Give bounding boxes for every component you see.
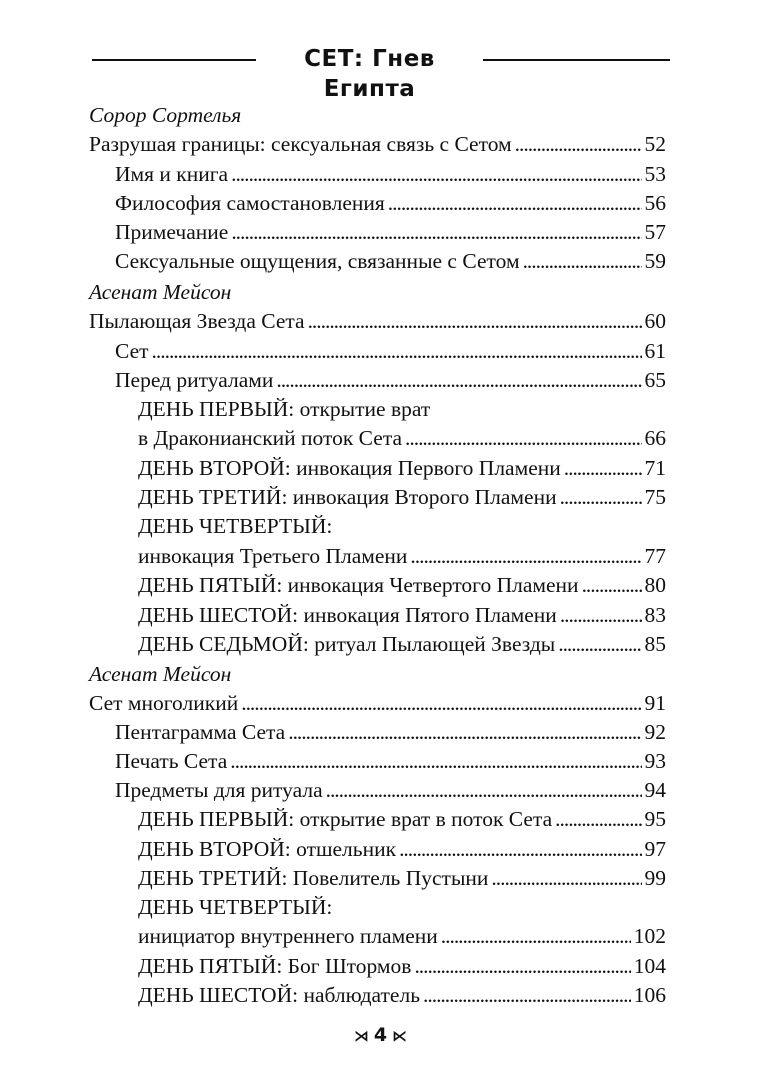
toc-page-number: 104: [633, 954, 666, 978]
toc-entry[interactable]: [138, 804, 666, 834]
toc-entry-title: ДЕНЬ ПЕРВЫЙ: открытие врат в поток Сета: [138, 807, 553, 831]
author-mason: Асенат Мейсон: [89, 662, 232, 686]
toc-entry-title: ДЕНЬ ТРЕТИЙ: Повелитель Пустыни: [138, 866, 489, 890]
running-header: [0, 0, 761, 100]
dot-leader: [231, 217, 641, 247]
toc-page-number: 65: [644, 368, 666, 392]
toc-page-number: 94: [644, 778, 666, 802]
toc-entry-title-line1: ДЕНЬ ЧЕТВЕРТЫЙ:: [138, 514, 333, 538]
toc-entry[interactable]: [115, 217, 666, 247]
toc-page-number: 102: [633, 924, 666, 948]
toc-entry-title: Сет: [115, 339, 149, 363]
toc-entry-title: Предметы для ритуала: [115, 778, 323, 802]
toc-entry[interactable]: [115, 746, 666, 776]
header-rule-right: [483, 59, 670, 61]
dot-leader: [399, 834, 641, 864]
toc-entry-title-line1: ДЕНЬ ПЕРВЫЙ: открытие врат: [138, 397, 431, 421]
toc-entry-title: Сет многоликий: [89, 691, 239, 715]
dot-leader: [410, 541, 641, 571]
toc-entry[interactable]: [115, 775, 666, 805]
toc-entry[interactable]: [138, 834, 666, 864]
toc-entry-title: ДЕНЬ ШЕСТОЙ: наблюдатель: [138, 983, 421, 1007]
toc-entry[interactable]: [138, 951, 666, 981]
dot-leader: [564, 453, 642, 483]
toc-page-number: 80: [644, 573, 666, 597]
page-number: 4: [373, 1024, 388, 1046]
author-sortelya: Сорор Сортелья: [89, 103, 242, 127]
dot-leader: [582, 570, 642, 600]
toc-entry-title: Перед ритуалами: [115, 368, 274, 392]
toc-entry[interactable]: [115, 365, 666, 395]
header-rule-left: [92, 59, 256, 61]
toc-entry-title: ДЕНЬ ПЯТЫЙ: Бог Штормов: [138, 954, 412, 978]
toc-entry[interactable]: [138, 921, 666, 951]
toc-page-number: 53: [644, 162, 666, 186]
toc-entry[interactable]: [115, 336, 666, 366]
toc-entry-title: Печать Сета: [115, 749, 228, 773]
toc-entry-title: инициатор внутреннего пламени: [138, 924, 438, 948]
toc-entry[interactable]: [115, 188, 666, 218]
toc-entry-title: Пылающая Звезда Сета: [89, 309, 305, 333]
toc-entry[interactable]: [138, 570, 666, 600]
toc-entry-title: инвокация Третьего Пламени: [138, 544, 408, 568]
toc-page-number: 75: [644, 485, 666, 509]
dot-leader: [515, 129, 642, 159]
toc-entry-title: Разрушая границы: сексуальная связь с Сетом: [89, 132, 512, 156]
toc-entry-title: ДЕНЬ ТРЕТИЙ: инвокация Второго Пламени: [138, 485, 557, 509]
toc-entry[interactable]: [89, 306, 666, 336]
toc-entry[interactable]: [89, 688, 666, 718]
dot-leader: [491, 863, 641, 893]
dot-leader: [560, 600, 642, 630]
toc-entry-title: Имя и книга: [115, 162, 229, 186]
toc-entry[interactable]: [138, 629, 666, 659]
dot-leader: [276, 365, 641, 395]
dot-leader: [423, 980, 631, 1010]
toc-page-number: 71: [644, 456, 666, 480]
toc-entry[interactable]: [138, 980, 666, 1010]
toc-page-number: 106: [633, 983, 666, 1007]
running-title: СЕТ: Гнев Египта: [304, 46, 435, 102]
toc-entry[interactable]: [138, 453, 666, 483]
dot-leader: [441, 921, 631, 951]
toc-page-number: 93: [644, 749, 666, 773]
page-footer: [0, 1024, 761, 1046]
dot-leader: [388, 188, 642, 218]
toc-entry-title: Сексуальные ощущения, связанные с Сетом: [115, 249, 520, 273]
toc-entry-title: ДЕНЬ ВТОРОЙ: отшельник: [138, 837, 397, 861]
toc-page-number: 66: [644, 426, 666, 450]
toc-entry-title: ДЕНЬ ВТОРОЙ: инвокация Первого Пламени: [138, 456, 561, 480]
ornament-left-icon: ⋊: [353, 1027, 369, 1045]
dot-leader: [241, 688, 641, 718]
toc-entry[interactable]: [138, 600, 666, 630]
author-mason: Асенат Мейсон: [89, 280, 232, 304]
dot-leader: [288, 717, 641, 747]
toc-page-number: 56: [644, 191, 666, 215]
dot-leader: [523, 246, 642, 276]
dot-leader: [558, 629, 641, 659]
dot-leader: [414, 951, 630, 981]
dot-leader: [326, 775, 642, 805]
toc-entry[interactable]: [115, 246, 666, 276]
toc-page-number: 83: [644, 603, 666, 627]
dot-leader: [405, 423, 641, 453]
ornament-right-icon: ⋉: [392, 1027, 408, 1045]
dot-leader: [231, 159, 641, 189]
dot-leader: [555, 804, 641, 834]
toc-entry[interactable]: [115, 717, 666, 747]
toc-page-number: 92: [644, 720, 666, 744]
toc-page-number: 97: [644, 837, 666, 861]
toc-entry[interactable]: [138, 541, 666, 571]
toc-entry-title: ДЕНЬ ШЕСТОЙ: инвокация Пятого Пламени: [138, 603, 557, 627]
toc-entry[interactable]: [89, 129, 666, 159]
toc-page-number: 61: [644, 339, 666, 363]
dot-leader: [308, 306, 642, 336]
toc-entry-title-line1: ДЕНЬ ЧЕТВЕРТЫЙ:: [138, 895, 333, 919]
toc-entry-title: Пентаграмма Сета: [115, 720, 286, 744]
toc-entry-title: в Драконианский поток Сета: [138, 426, 403, 450]
toc-entry[interactable]: [115, 159, 666, 189]
toc-page-number: 52: [644, 132, 666, 156]
toc-entry[interactable]: [138, 863, 666, 893]
dot-leader: [152, 336, 642, 366]
toc-entry-title: Примечание: [115, 220, 229, 244]
toc-page-number: 95: [644, 807, 666, 831]
toc-page-number: 77: [644, 544, 666, 568]
toc-page-number: 99: [644, 866, 666, 890]
toc-page-number: 85: [644, 632, 666, 656]
toc-page-number: 60: [644, 309, 666, 333]
toc-page-number: 57: [644, 220, 666, 244]
toc-entry-title: Философия самостановления: [115, 191, 385, 215]
toc-entry-title: ДЕНЬ СЕДЬМОЙ: ритуал Пылающей Звезды: [138, 632, 556, 656]
toc-entry-title: ДЕНЬ ПЯТЫЙ: инвокация Четвертого Пламени: [138, 573, 579, 597]
dot-leader: [560, 482, 642, 512]
toc-entry[interactable]: [138, 482, 666, 512]
toc-page-number: 91: [644, 691, 666, 715]
dot-leader: [230, 746, 641, 776]
toc-entry[interactable]: [138, 423, 666, 453]
toc-page-number: 59: [644, 249, 666, 273]
